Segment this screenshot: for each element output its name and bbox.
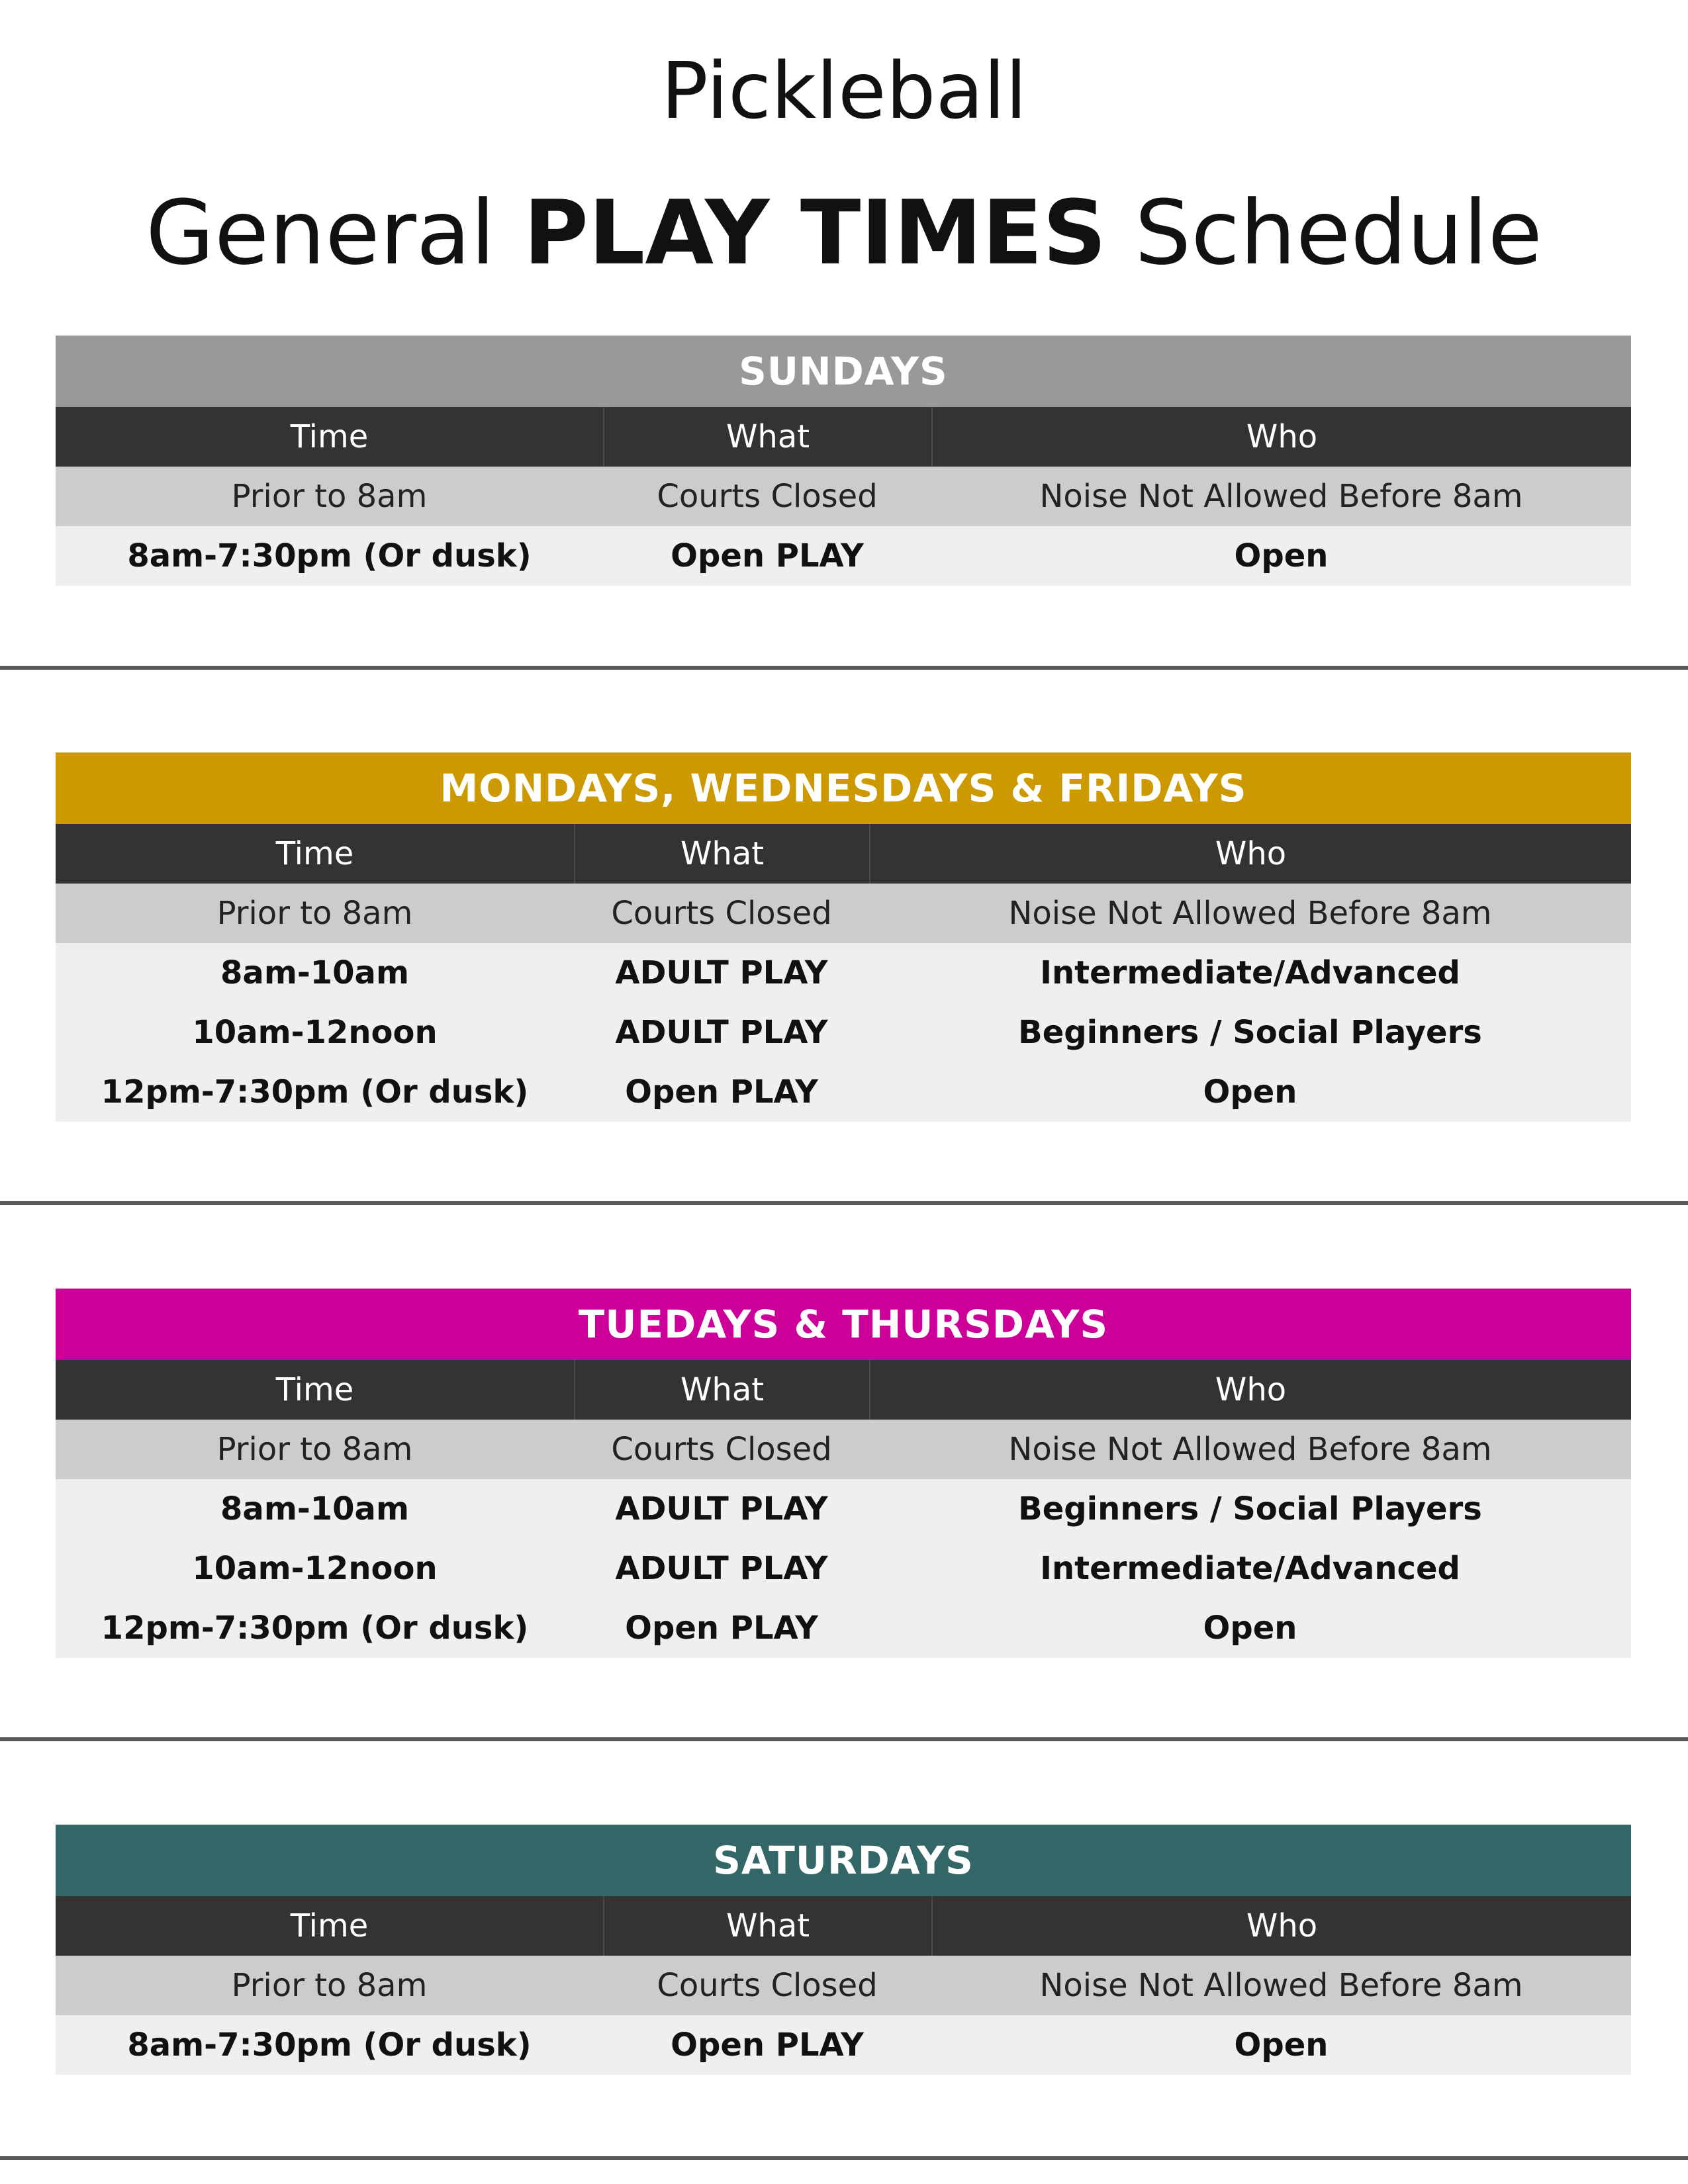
page-subtitle (0, 183, 1688, 283)
who-cell: Intermediate/Advanced (1040, 954, 1460, 991)
day-header: SATURDAYS (56, 1825, 1631, 1896)
subtitle-part-2: Schedule (1106, 181, 1542, 285)
column-header-what: What (603, 407, 931, 467)
column-header-what: What (574, 824, 869, 884)
what-cell: ADULT PLAY (615, 1014, 828, 1051)
column-header-time: Time (275, 1371, 354, 1408)
subtitle-emphasis: PLAY TIMES (523, 181, 1107, 285)
column-header-row (56, 824, 1631, 884)
what-cell: ADULT PLAY (615, 1550, 828, 1587)
subtitle-part-1: General (146, 181, 524, 285)
time-cell: 12pm-7:30pm (Or dusk) (101, 1610, 529, 1647)
day-header: TUEDAYS & THURSDAYS (56, 1289, 1631, 1360)
time-cell: 12pm-7:30pm (Or dusk) (101, 1073, 529, 1111)
what-cell: Courts Closed (611, 1431, 832, 1468)
column-header-who: Who (931, 407, 1631, 467)
table-row (56, 2015, 1631, 2075)
column-header-who: Who (869, 1360, 1631, 1420)
schedule-sundays (56, 336, 1631, 586)
time-cell: Prior to 8am (216, 895, 413, 932)
who-cell: Open (1234, 537, 1329, 574)
table-row-closed (56, 1956, 1631, 2015)
time-cell: 10am-12noon (192, 1014, 438, 1051)
time-cell: 10am-12noon (192, 1550, 438, 1587)
section-divider (0, 1201, 1688, 1205)
section-divider (0, 666, 1688, 670)
section-divider (0, 2156, 1688, 2160)
time-cell: Prior to 8am (231, 1967, 428, 2004)
table-row-closed (56, 467, 1631, 526)
time-cell: 8am-7:30pm (Or dusk) (127, 537, 532, 574)
what-cell: ADULT PLAY (615, 954, 828, 991)
who-cell: Noise Not Allowed Before 8am (1008, 895, 1492, 932)
what-cell: Courts Closed (657, 478, 878, 515)
column-header-what: What (574, 1360, 869, 1420)
who-cell: Open (1203, 1610, 1297, 1647)
who-cell: Noise Not Allowed Before 8am (1039, 478, 1523, 515)
what-cell: Open PLAY (671, 2026, 864, 2064)
what-cell: Open PLAY (671, 537, 864, 574)
table-row (56, 1062, 1631, 1122)
who-cell: Open (1203, 1073, 1297, 1111)
column-header-what: What (603, 1896, 931, 1956)
column-header-row (56, 407, 1631, 467)
what-cell: Open PLAY (625, 1610, 818, 1647)
table-row (56, 1539, 1631, 1598)
who-cell: Intermediate/Advanced (1040, 1550, 1460, 1587)
table-row (56, 526, 1631, 586)
who-cell: Noise Not Allowed Before 8am (1008, 1431, 1492, 1468)
column-header-time: Time (275, 835, 354, 872)
what-cell: Open PLAY (625, 1073, 818, 1111)
time-cell: Prior to 8am (231, 478, 428, 515)
table-row (56, 943, 1631, 1003)
day-header: SUNDAYS (56, 336, 1631, 407)
column-header-who: Who (931, 1896, 1631, 1956)
page-title: Pickleball (661, 45, 1027, 136)
who-cell: Noise Not Allowed Before 8am (1039, 1967, 1523, 2004)
table-row (56, 1479, 1631, 1539)
time-cell: 8am-7:30pm (Or dusk) (127, 2026, 532, 2064)
column-header-time: Time (290, 1907, 369, 1944)
column-header-row (56, 1896, 1631, 1956)
who-cell: Open (1234, 2026, 1329, 2064)
what-cell: ADULT PLAY (615, 1490, 828, 1527)
schedule-tue-thu (56, 1289, 1631, 1658)
table-row (56, 1598, 1631, 1658)
time-cell: Prior to 8am (216, 1431, 413, 1468)
what-cell: Courts Closed (657, 1967, 878, 2004)
who-cell: Beginners / Social Players (1018, 1014, 1482, 1051)
column-header-time: Time (290, 418, 369, 455)
day-header: MONDAYS, WEDNESDAYS & FRIDAYS (56, 752, 1631, 824)
table-row-closed (56, 1420, 1631, 1479)
section-divider (0, 1737, 1688, 1741)
column-header-who: Who (869, 824, 1631, 884)
table-row (56, 1003, 1631, 1062)
schedule-mon-wed-fri (56, 752, 1631, 1122)
who-cell: Beginners / Social Players (1018, 1490, 1482, 1527)
time-cell: 8am-10am (220, 954, 409, 991)
table-row-closed (56, 884, 1631, 943)
schedule-saturdays (56, 1825, 1631, 2075)
column-header-row (56, 1360, 1631, 1420)
time-cell: 8am-10am (220, 1490, 409, 1527)
what-cell: Courts Closed (611, 895, 832, 932)
